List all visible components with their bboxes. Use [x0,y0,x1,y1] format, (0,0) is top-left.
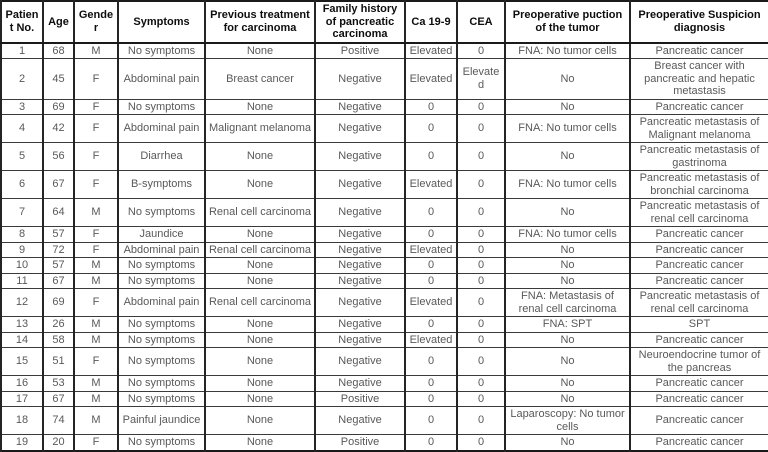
cell-gender: M [74,376,118,392]
cell-preoperative-suspicion: Pancreatic cancer [630,435,768,451]
cell-gender: M [74,199,118,227]
cell-preoperative-suspicion: Pancreatic metastasis of renal cell carcinoma [630,289,768,317]
cell-gender: F [74,348,118,376]
table-row [1,258,768,274]
cell-preoperative-puction: FNA: SPT [505,317,630,333]
cell-symptoms: Diarrhea [118,143,205,171]
table-row [1,407,768,435]
cell-cea: 0 [457,227,505,243]
cell-symptoms: Abdominal pain [118,242,205,258]
cell-preoperative-puction: No [505,242,630,258]
cell-symptoms: Abdominal pain [118,59,205,100]
cell-cea: 0 [457,435,505,451]
cell-gender: M [74,391,118,407]
cell-patient-no: 8 [1,227,43,243]
table-row [1,348,768,376]
cell-family-history: Negative [315,258,405,274]
table-row [1,171,768,199]
cell-gender: M [74,332,118,348]
cell-family-history: Positive [315,391,405,407]
table-row [1,289,768,317]
cell-symptoms: No symptoms [118,258,205,274]
cell-ca19-9: Elevated [405,171,457,199]
cell-preoperative-puction: FNA: No tumor cells [505,171,630,199]
cell-symptoms: No symptoms [118,317,205,333]
table-row [1,115,768,143]
column-header-preoperative-puction: Preoperative puction of the tumor [505,1,630,43]
cell-symptoms: No symptoms [118,376,205,392]
cell-gender: M [74,43,118,59]
cell-patient-no: 10 [1,258,43,274]
cell-cea: 0 [457,391,505,407]
cell-preoperative-suspicion: Neuroendocrine tumor of the pancreas [630,348,768,376]
table-row [1,273,768,289]
cell-preoperative-puction: No [505,59,630,100]
cell-previous-treatment: None [205,317,315,333]
cell-cea: 0 [457,376,505,392]
column-header-gender: Gender [74,1,118,43]
cell-patient-no: 12 [1,289,43,317]
cell-cea: 0 [457,171,505,199]
cell-preoperative-suspicion: Pancreatic cancer [630,258,768,274]
cell-previous-treatment: Renal cell carcinoma [205,199,315,227]
cell-symptoms: B-symptoms [118,171,205,199]
cell-cea: 0 [457,199,505,227]
cell-ca19-9: Elevated [405,59,457,100]
cell-patient-no: 18 [1,407,43,435]
column-header-symptoms: Symptoms [118,1,205,43]
table-row [1,59,768,100]
cell-previous-treatment: None [205,171,315,199]
cell-family-history: Negative [315,289,405,317]
cell-age: 57 [43,227,74,243]
cell-family-history: Negative [315,115,405,143]
table-row [1,332,768,348]
cell-gender: F [74,435,118,451]
cell-patient-no: 2 [1,59,43,100]
cell-family-history: Negative [315,348,405,376]
cell-family-history: Negative [315,171,405,199]
cell-age: 69 [43,289,74,317]
cell-previous-treatment: Malignant melanoma [205,115,315,143]
cell-patient-no: 4 [1,115,43,143]
column-header-previous-treatment: Previous treatment for carcinoma [205,1,315,43]
cell-symptoms: No symptoms [118,43,205,59]
cell-symptoms: No symptoms [118,391,205,407]
cell-age: 57 [43,258,74,274]
cell-family-history: Positive [315,435,405,451]
cell-gender: F [74,227,118,243]
cell-previous-treatment: None [205,99,315,115]
cell-preoperative-suspicion: Pancreatic cancer [630,242,768,258]
cell-previous-treatment: None [205,273,315,289]
cell-preoperative-suspicion: Pancreatic cancer [630,332,768,348]
cell-symptoms: No symptoms [118,435,205,451]
cell-family-history: Negative [315,242,405,258]
cell-gender: M [74,317,118,333]
cell-previous-treatment: None [205,435,315,451]
cell-symptoms: No symptoms [118,332,205,348]
cell-cea: 0 [457,143,505,171]
cell-ca19-9: 0 [405,435,457,451]
cell-age: 53 [43,376,74,392]
cell-cea: 0 [457,332,505,348]
cell-previous-treatment: Renal cell carcinoma [205,289,315,317]
cell-family-history: Negative [315,376,405,392]
cell-symptoms: No symptoms [118,348,205,376]
cell-preoperative-puction: No [505,376,630,392]
table-row [1,143,768,171]
cell-family-history: Positive [315,43,405,59]
cell-preoperative-suspicion: Pancreatic cancer [630,99,768,115]
cell-preoperative-puction: FNA: No tumor cells [505,227,630,243]
cell-ca19-9: 0 [405,99,457,115]
cell-previous-treatment: None [205,332,315,348]
cell-cea: 0 [457,273,505,289]
table-body [1,43,768,451]
cell-family-history: Negative [315,99,405,115]
cell-preoperative-puction: No [505,273,630,289]
cell-patient-no: 9 [1,242,43,258]
cell-ca19-9: 0 [405,273,457,289]
cell-symptoms: No symptoms [118,199,205,227]
cell-cea: 0 [457,317,505,333]
cell-patient-no: 16 [1,376,43,392]
cell-patient-no: 11 [1,273,43,289]
cell-ca19-9: 0 [405,258,457,274]
cell-previous-treatment: None [205,258,315,274]
cell-age: 58 [43,332,74,348]
cell-patient-no: 6 [1,171,43,199]
cell-patient-no: 3 [1,99,43,115]
cell-previous-treatment: Renal cell carcinoma [205,242,315,258]
cell-preoperative-puction: FNA: Metastasis of renal cell carcinoma [505,289,630,317]
cell-family-history: Negative [315,317,405,333]
cell-age: 20 [43,435,74,451]
cell-preoperative-suspicion: SPT [630,317,768,333]
cell-family-history: Negative [315,407,405,435]
cell-preoperative-puction: FNA: No tumor cells [505,115,630,143]
cell-gender: F [74,59,118,100]
cell-gender: F [74,171,118,199]
cell-ca19-9: 0 [405,115,457,143]
cell-ca19-9: Elevated [405,289,457,317]
cell-preoperative-puction: No [505,332,630,348]
column-header-family-history: Family history of pancreatic carcinoma [315,1,405,43]
cell-age: 56 [43,143,74,171]
cell-cea: Elevated [457,59,505,100]
cell-age: 51 [43,348,74,376]
cell-previous-treatment: None [205,227,315,243]
table-row [1,391,768,407]
cell-symptoms: Abdominal pain [118,115,205,143]
cell-ca19-9: Elevated [405,332,457,348]
table-row [1,43,768,59]
cell-age: 42 [43,115,74,143]
cell-preoperative-suspicion: Breast cancer with pancreatic and hepatic metastasis [630,59,768,100]
cell-preoperative-suspicion: Pancreatic cancer [630,407,768,435]
cell-age: 72 [43,242,74,258]
cell-symptoms: Abdominal pain [118,289,205,317]
cell-ca19-9: 0 [405,376,457,392]
cell-symptoms: No symptoms [118,273,205,289]
cell-preoperative-suspicion: Pancreatic cancer [630,273,768,289]
cell-ca19-9: 0 [405,407,457,435]
cell-age: 67 [43,171,74,199]
table-row [1,317,768,333]
cell-preoperative-suspicion: Pancreatic cancer [630,227,768,243]
cell-gender: M [74,258,118,274]
cell-previous-treatment: None [205,407,315,435]
cell-age: 68 [43,43,74,59]
cell-cea: 0 [457,115,505,143]
cell-family-history: Negative [315,273,405,289]
cell-preoperative-suspicion: Pancreatic cancer [630,376,768,392]
cell-family-history: Negative [315,227,405,243]
cell-previous-treatment: None [205,391,315,407]
cell-gender: F [74,115,118,143]
cell-cea: 0 [457,348,505,376]
cell-previous-treatment: None [205,43,315,59]
cell-preoperative-suspicion: Pancreatic metastasis of gastrinoma [630,143,768,171]
table-row [1,435,768,451]
cell-gender: F [74,143,118,171]
cell-patient-no: 17 [1,391,43,407]
cell-cea: 0 [457,242,505,258]
cell-previous-treatment: None [205,348,315,376]
cell-preoperative-suspicion: Pancreatic cancer [630,391,768,407]
column-header-preoperative-suspicion: Preoperative Suspicion diagnosis [630,1,768,43]
cell-gender: M [74,407,118,435]
cell-ca19-9: Elevated [405,43,457,59]
column-header-ca19-9: Ca 19-9 [405,1,457,43]
cell-family-history: Negative [315,59,405,100]
header-row [1,1,768,43]
cell-preoperative-suspicion: Pancreatic metastasis of renal cell carcinoma [630,199,768,227]
cell-ca19-9: 0 [405,143,457,171]
column-header-patient-no: Patient No. [1,1,43,43]
cell-preoperative-puction: No [505,199,630,227]
column-header-cea: CEA [457,1,505,43]
cell-gender: F [74,242,118,258]
cell-preoperative-puction: No [505,258,630,274]
cell-gender: M [74,273,118,289]
cell-symptoms: Painful jaundice [118,407,205,435]
table-row [1,376,768,392]
cell-preoperative-puction: No [505,391,630,407]
cell-gender: F [74,99,118,115]
cell-ca19-9: 0 [405,227,457,243]
cell-preoperative-suspicion: Pancreatic metastasis of Malignant melanoma [630,115,768,143]
cell-previous-treatment: None [205,143,315,171]
cell-ca19-9: Elevated [405,242,457,258]
cell-preoperative-puction: No [505,143,630,171]
cell-preoperative-puction: Laparoscopy: No tumor cells [505,407,630,435]
cell-preoperative-puction: FNA: No tumor cells [505,43,630,59]
cell-preoperative-suspicion: Pancreatic metastasis of bronchial carcinoma [630,171,768,199]
cell-ca19-9: 0 [405,317,457,333]
cell-age: 26 [43,317,74,333]
cell-preoperative-puction: No [505,348,630,376]
cell-patient-no: 5 [1,143,43,171]
cell-age: 45 [43,59,74,100]
table-row [1,199,768,227]
cell-age: 69 [43,99,74,115]
cell-ca19-9: 0 [405,348,457,376]
cell-preoperative-puction: No [505,99,630,115]
cell-gender: F [74,289,118,317]
cell-previous-treatment: Breast cancer [205,59,315,100]
table-row [1,242,768,258]
cell-patient-no: 14 [1,332,43,348]
cell-symptoms: No symptoms [118,99,205,115]
cell-age: 74 [43,407,74,435]
cell-family-history: Negative [315,199,405,227]
cell-cea: 0 [457,407,505,435]
cell-preoperative-suspicion: Pancreatic cancer [630,43,768,59]
column-header-age: Age [43,1,74,43]
cell-ca19-9: 0 [405,391,457,407]
cell-family-history: Negative [315,332,405,348]
cell-cea: 0 [457,258,505,274]
cell-family-history: Negative [315,143,405,171]
cell-ca19-9: 0 [405,199,457,227]
cell-cea: 0 [457,99,505,115]
cell-age: 64 [43,199,74,227]
table-row [1,99,768,115]
cell-patient-no: 1 [1,43,43,59]
cell-cea: 0 [457,43,505,59]
table-row [1,227,768,243]
cell-symptoms: Jaundice [118,227,205,243]
cell-patient-no: 13 [1,317,43,333]
cell-cea: 0 [457,289,505,317]
cell-patient-no: 19 [1,435,43,451]
cell-patient-no: 7 [1,199,43,227]
cell-preoperative-puction: No [505,435,630,451]
cell-patient-no: 15 [1,348,43,376]
cell-previous-treatment: None [205,376,315,392]
cell-age: 67 [43,273,74,289]
cell-age: 67 [43,391,74,407]
